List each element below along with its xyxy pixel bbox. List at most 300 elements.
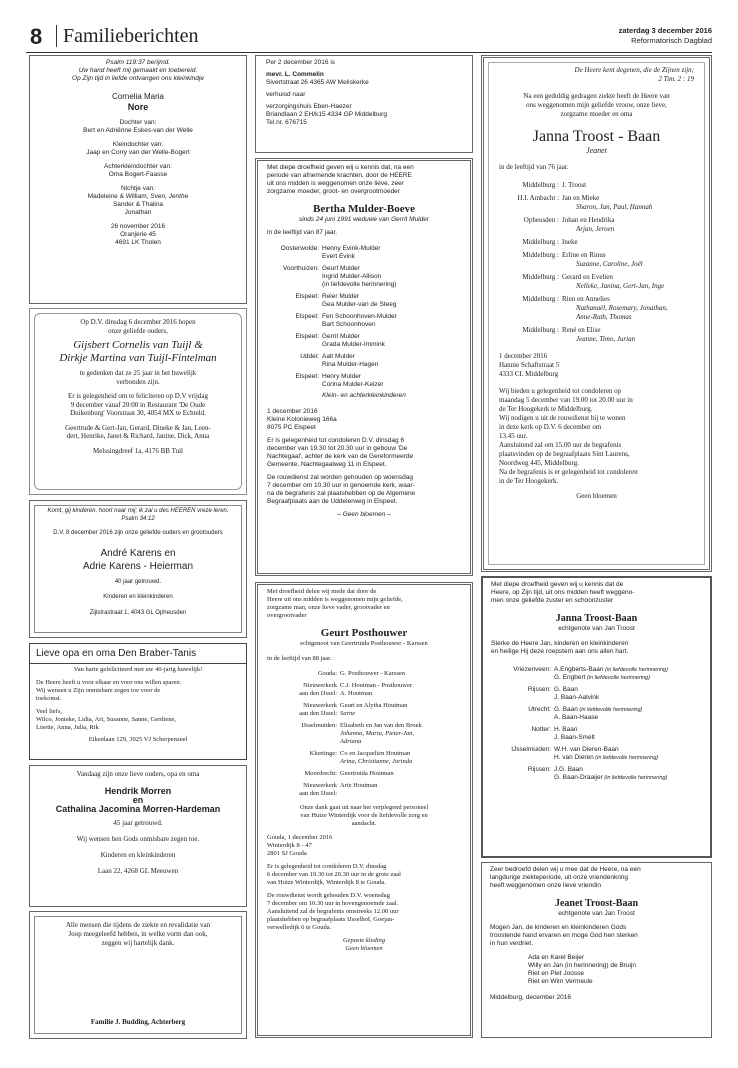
family-location (267, 700, 340, 720)
family-names (554, 724, 668, 744)
member-name: Elisabeth en Jan van den Broek (340, 722, 422, 729)
family-location (491, 744, 554, 764)
member-name: J. Troost (562, 181, 587, 189)
page-header (26, 22, 712, 53)
service-2: in deze kerk op D.V. 6 december om (499, 423, 602, 431)
burial-1: Aansluitend zal om 15.00 uur de begrafenis (499, 441, 622, 449)
verse-1: Komt, gij kinderen, hoort naar mij; ik zal u des HEEREN vreze leren. (47, 508, 229, 514)
member-name: Rina Mulder-Hagen (322, 361, 379, 368)
grandchildren: Klein- en achterkleinkinderen (322, 392, 406, 399)
member-name: Henny Evink-Mulder (322, 245, 381, 252)
family-member (562, 194, 668, 203)
family-member (554, 774, 668, 782)
family-names (562, 181, 668, 192)
location-text: Middelburg : (522, 326, 559, 334)
memorial-note: (in liefdevolle herinnering) (593, 755, 659, 761)
family-member (340, 730, 422, 738)
family-member (340, 750, 422, 758)
condolence-3: de Ter Hoogekerk te Middelburg. (499, 405, 593, 413)
date: 1 december 2016 (267, 408, 318, 415)
location-text: Elspeet: (295, 333, 319, 340)
member-name: H. Baan (554, 726, 578, 733)
page-number: 8 (30, 24, 43, 49)
after-2: in de Ter Hoogekerk. (499, 477, 559, 485)
location-text: Rijssen: (527, 686, 551, 693)
member-name: Sarne (340, 710, 356, 717)
family-location (267, 311, 322, 331)
years: 45 jaar getrouwd. (113, 819, 163, 827)
city: 8075 PC Elspeet (267, 424, 316, 431)
location-text: Elspeet: (295, 313, 319, 320)
location-text: Middelburg : (522, 181, 559, 189)
line-6: Geertrude & Gert-Jan, Gerard, Dineke & Jan, Leen- (65, 423, 211, 432)
family-row (499, 192, 668, 214)
member-name: Corina Mulder-Keizer (322, 381, 384, 388)
memorial-note: (in liefdevolle herinnering) (585, 675, 650, 681)
location-text: Nieuwerkerk (303, 702, 337, 709)
family-member (322, 253, 397, 261)
family-location (499, 324, 562, 344)
family-member (322, 381, 397, 389)
service-5: verwelledijk 6 te Gouda. (267, 924, 332, 931)
location-text: Utrecht: (528, 706, 551, 713)
member-name: J.G. Baan (554, 766, 583, 773)
location-text: Elspeet: (295, 373, 319, 380)
line-6: Wilco, Jonieke, Lidia, Art, Susanne, Sanne, Gerdiene, (36, 716, 176, 723)
family-row (267, 245, 397, 263)
family-location (267, 748, 340, 768)
member-name: Aalt Mulder (322, 353, 355, 360)
location-text: Gouda: (317, 670, 337, 677)
family-names (562, 192, 668, 214)
family-list (491, 666, 702, 782)
family-row (267, 371, 397, 389)
date: Gouda, 1 december 2016 (267, 834, 333, 841)
line-1: te gedenken dat ze 25 jaar in het huwelijk (79, 369, 197, 377)
family-location (491, 764, 554, 782)
husband-name: Hendrik Morren (104, 786, 172, 796)
condolence-1: Wij bieden u gelegenheid tot condoleren op (499, 387, 622, 395)
family-names (562, 236, 668, 249)
verse: De Heere kent degenen, die de Zijnen zijn; (574, 66, 694, 74)
family-row (267, 311, 397, 331)
location-text: Notter: (531, 726, 551, 733)
location-text: IJsselmuiden: (301, 722, 337, 729)
family-row (491, 704, 668, 724)
address-change-commelin (255, 55, 473, 153)
moved-to: verhuisd naar (266, 91, 306, 98)
family-names (554, 744, 668, 764)
family-list (267, 670, 461, 798)
family-member (322, 313, 397, 321)
family-location (499, 181, 562, 192)
intro-2: langdurige ziekteperiode, uit onze vriendenkring (490, 874, 629, 881)
family-member (554, 746, 668, 754)
family-table (491, 666, 668, 782)
couple-name-2: Dirkje Martina van Tuijl-Fintelman (59, 352, 217, 364)
family-location (499, 214, 562, 236)
city: 2801 SJ Gouda (267, 850, 307, 857)
condolence-1: Er is gelegenheid tot condoleren D.V. dinsdag (267, 863, 387, 870)
family-names (340, 720, 422, 748)
family-member (562, 282, 668, 291)
family-row (267, 768, 422, 780)
couple-name-1: Gijsbert Cornelis van Tuijl & (73, 339, 203, 351)
anniversary-morren (29, 765, 247, 907)
location-text: Elspeet: (295, 293, 319, 300)
intro-1: Op D.V. dinsdag 6 december 2016 hopen (80, 318, 196, 326)
line-5: Veel liefs, (36, 708, 62, 715)
anniversary-van-tuijl (29, 308, 247, 495)
friend-3: Riet en Piet Joosse (528, 970, 585, 977)
obituary-troost-baan-siblings (481, 576, 712, 858)
member-name: Erline en Rinus (562, 251, 606, 259)
location-text: Nieuwerkerk (303, 782, 337, 789)
family-names (340, 748, 422, 768)
line-1: Alle mensen die tijdens de ziekte en revalidatie van (65, 921, 211, 929)
family-row (267, 331, 397, 351)
family-member (322, 333, 397, 341)
member-name: W.H. van Dieren-Baan (554, 746, 619, 753)
section-title: Familieberichten (56, 25, 199, 47)
family-member (340, 722, 422, 730)
family-member (554, 666, 668, 674)
family-names (562, 249, 668, 271)
condolence-1: Er is gelegenheid tot condoleren D.V. dinsdag 6 (267, 437, 405, 444)
niece-label: Nichtje van: (121, 185, 155, 192)
street: Winterdijk 8 - 47 (267, 842, 312, 849)
member-name: C.J. Houtman - Posthouwer (340, 682, 413, 689)
wife-of: echtgenote van Jan Troost (558, 625, 635, 632)
family-names (554, 666, 668, 684)
member-name: Nathanaël, Rosemary, Jonathan, (576, 304, 668, 312)
family-member (340, 710, 422, 718)
anniversary-karens (29, 500, 247, 638)
family-member (340, 670, 422, 678)
family-member (322, 353, 397, 361)
child-first-names: Cornelia Maria (111, 92, 165, 101)
family-row (499, 249, 668, 271)
deceased-name: Janna Troost - Baan (532, 128, 661, 145)
family-names (322, 371, 397, 389)
family-location (499, 271, 562, 293)
location-text: Oosterwolde: (280, 245, 319, 252)
friend-4: Riet en Wim Vermeule (528, 978, 593, 985)
friend-2: Willy en Jan (in herinnering) de Bruijn (528, 962, 637, 969)
family-names (562, 214, 668, 236)
street: Hannie Schaftstraat 5 (499, 361, 560, 369)
family-row (499, 324, 668, 344)
friend-1: Ada en Karel Beijer (528, 954, 585, 961)
family-table (499, 181, 668, 344)
family-names (554, 684, 668, 704)
intro-3: uit ons midden is weggenomen onze lieve, zeer (267, 180, 404, 187)
family-list (499, 181, 694, 344)
family-location (267, 720, 340, 748)
family-member (554, 726, 668, 734)
family-names (322, 311, 397, 331)
location-text: Middelburg : (522, 251, 559, 259)
deceased-name: Jeanet Troost-Baan (554, 898, 639, 909)
member-name: Rien en Annelies (562, 295, 610, 303)
family-location (491, 724, 554, 744)
family-row (267, 680, 422, 700)
thanks-budding (29, 911, 247, 1039)
age: in de leeftijd van 87 jaar. (267, 229, 338, 236)
service-1: De rouwdienst zal worden gehouden op woensdag (267, 474, 413, 481)
location-text: Middelburg : (522, 273, 559, 281)
member-name: Reier Mulder (322, 293, 360, 300)
and: en (132, 795, 144, 805)
location-text: Voorthuizen: (282, 265, 319, 272)
condolence-3: Nachtegaal', achter de kerk van de Gereformeerde (267, 453, 414, 460)
widow-of: sinds 24 juni 1991 weduwe van Gerrit Mulder (298, 216, 430, 223)
location-text: Moordrecht: (304, 770, 337, 777)
family-names (562, 271, 668, 293)
child-name: Nore (127, 102, 149, 112)
thanks-1: Onze dank gaat uit naar het verplegend personeel (299, 804, 429, 811)
location-text: Middelburg : (522, 238, 559, 246)
member-name: G. Posthouwer - Karssen (340, 670, 405, 677)
niece-names-3: Jonathan (124, 209, 152, 216)
line-3: zeggen wij hartelijk dank. (101, 939, 175, 947)
service-3: Aansluitend zal de begrafenis omstreeks 12.00 uur (267, 908, 399, 915)
family-location (267, 670, 340, 680)
thanks-3: aandacht. (351, 820, 377, 827)
member-name: H. van Dieren (554, 754, 594, 761)
sentence-1: Mogen Jan, de kinderen en kleinkinderen Gods (490, 924, 627, 931)
thanks-2: van Huize Winterdijk voor de liefdevolle zorg en (300, 812, 428, 819)
kids: Kinderen en kleinkinderen (103, 594, 173, 600)
line-2: verbonden zijn. (116, 377, 160, 386)
member-name: Adriana (340, 738, 362, 745)
member-name: Evert Evink (322, 253, 355, 260)
family-location (267, 351, 322, 371)
family-member (322, 273, 397, 281)
wife-of: echtgenote van Jan Troost (558, 910, 635, 917)
sentence-2: troostende hand ervaren en moge God hen sterken (490, 932, 638, 939)
intro-1: Met droefheid delen wij mede dat door de (267, 588, 377, 595)
family-row (499, 236, 668, 249)
member-name: Gerrit Mulder (322, 333, 360, 340)
years-married: 40 jaar getrouwd. (114, 578, 162, 585)
family-member (562, 295, 668, 304)
location-text: Kloetinge: (309, 750, 337, 757)
family-names (340, 780, 422, 798)
date: Middelburg, december 2016 (490, 994, 571, 1001)
family-member (562, 203, 668, 212)
family-location (267, 768, 340, 780)
service-4: Begraafplaats aan de Uddelerweg in Elspeet. (267, 498, 398, 505)
family-member (562, 251, 668, 260)
no-flowers: – Geen bloemen – (337, 511, 391, 518)
header-date (619, 26, 712, 46)
husband-of: echtgenoot van Geertruida Posthouwer - Karssen (300, 640, 428, 647)
line-4: toekomst. (36, 695, 62, 702)
location-text: Rijssen: (527, 766, 551, 773)
age: in de leeftijd van 76 jaar. (499, 163, 569, 171)
family-member (554, 754, 668, 762)
location-text: Opheusden : (523, 216, 559, 224)
member-name: Johanna, Maria, Pieter-Jan, (340, 730, 415, 737)
verse-ref: 2 Tim. 2 : 19 (658, 75, 694, 83)
new-place: verzorgingshuis Eben-Haezer (266, 103, 352, 110)
family-names (322, 291, 397, 311)
family-member (562, 304, 668, 313)
service-3: na de begrafenis zal plaatshebben op de Algemene (267, 490, 416, 497)
member-name: A.Engberts-Baan (554, 666, 604, 673)
member-name: Fen Schoonhoven-Mulder (322, 313, 397, 320)
intro-3: zorgzame man, onze lieve vader, grootvader en (267, 604, 390, 611)
birth-line: Op Zijn tijd in liefde ontvangen ons kleinkindje (72, 75, 204, 82)
family-member (554, 694, 668, 702)
deceased-name: Geurt Posthouwer (320, 627, 408, 639)
member-name: Suzanne, Caroline, Joël (576, 260, 643, 268)
family-location (267, 371, 322, 389)
intro-4: zorgzame moeder, groot- en overgrootmoeder (267, 188, 400, 195)
family-member (554, 714, 668, 722)
service-2: 7 december om 10.30 uur in genoemde kerk, waar- (267, 482, 415, 489)
member-name: Anne-Ruth, Thomas (576, 313, 632, 321)
member-name: Bart Schoonhoven (322, 321, 376, 328)
newspaper-name: Reformatorisch Dagblad (631, 36, 712, 45)
birth-date: 26 november 2016 (110, 223, 166, 230)
family-member (322, 373, 397, 381)
family-member (340, 702, 422, 710)
psalm-ref: Psalm 119:37 berijmd. (105, 59, 171, 66)
family-names (322, 263, 397, 291)
grand-label: Kleindochter van: (112, 141, 164, 148)
age: in de leeftijd van 88 jaar. (267, 655, 332, 662)
family-member (562, 260, 668, 269)
obituary-troost-baan-friends (481, 862, 712, 1038)
family-row (491, 684, 668, 704)
line-3: Er is gelegenheid om te feliciteren op D.V vrijdag (67, 392, 209, 400)
new-address: Briandlaan 2 EH/k15 4334 GP Middelburg (266, 111, 387, 118)
daughter-label: Dochter van: (119, 119, 157, 126)
family-member (562, 238, 668, 247)
obituary-mulder-boeve (255, 158, 473, 576)
family-member (340, 782, 422, 790)
grandparents: Jaap en Corry van der Welle-Bogert (86, 149, 190, 156)
family-row (267, 351, 397, 371)
obituary-troost-baan (481, 55, 712, 572)
city: 4333 CL Middelburg (499, 370, 559, 378)
sentence-3: in hun verdriet. (490, 940, 533, 947)
member-name: Nelleke, Janina, Gert-Jan, Inge (576, 282, 665, 290)
psalm-line: Uw hand heeft mij gemaakt en toebereid. (78, 67, 198, 74)
niece-names-2: Sander & Thalina (112, 201, 164, 208)
family-member (554, 706, 668, 714)
street: Kleine Kolonieweg 166a (267, 416, 337, 423)
location-text: Vriezenveen: (513, 666, 551, 673)
wife-name: Cathalina Jacomina Morren-Hardeman (55, 804, 221, 814)
intro-1: Met diepe droefheid geven wij u kennis dat de (491, 581, 624, 588)
family-member (340, 758, 422, 766)
memorial-note: (in liefdevolle herinnering) (603, 667, 669, 673)
location-text: IJsselmuiden: (511, 746, 551, 753)
member-name: G. Baan-Draaijer (554, 774, 603, 781)
member-name: G. Baan (554, 706, 578, 713)
family-member (562, 225, 668, 234)
couple-name-2: Adrie Karens - Heierman (82, 560, 194, 572)
location-text: Nieuwerkerk (303, 682, 337, 689)
niece-names-b: Sven, Jenthe (150, 193, 189, 200)
line-4: 9 december vanaf 20:00 in Restaurant 'De Oude (70, 400, 206, 409)
family-member (322, 301, 397, 309)
address: Laan 22, 4268 GL Meeuwen (97, 867, 179, 875)
line-7: dert, Henrike, Janet & Richard, Janine, Dick, Anna (66, 432, 210, 440)
family-row (267, 748, 422, 768)
city: 4691 LK Tholen (115, 239, 161, 246)
member-name: G. Engbert (554, 674, 586, 681)
niece-names-a: Madeleine & William, (87, 193, 151, 200)
after-1: Na de begrafenis is er gelegenheid tot condoleren (499, 468, 638, 476)
intro-3: heeft weggenomen onze lieve vriendin (490, 882, 601, 889)
deceased-name: Bertha Mulder-Boeve (313, 203, 415, 215)
family-member (562, 273, 668, 282)
member-name: Geurt en Alytha Houtman (340, 702, 408, 709)
family-location (499, 249, 562, 271)
address: Eikenlaan 129, 3925 VJ Scherpenzeel (88, 736, 188, 743)
family-location (491, 684, 554, 704)
obituary-posthouwer (255, 582, 473, 1038)
sentence-2: en heilige Hij deze roepstem aan ons allen hart. (491, 648, 629, 655)
intro: D.V. 8 december 2016 zijn onze geliefde ouders en grootouders (53, 530, 223, 536)
member-name: Co en Jacquelien Houtman (340, 750, 411, 757)
line-3: Wij wensen u Zijn onmisbare zegen toe voor de (36, 687, 161, 694)
couple-name-1: André Karens en (100, 547, 176, 559)
family-names (322, 331, 397, 351)
line-2: De Heere heeft u voor elkaar en voor ons willen sparen. (36, 679, 182, 686)
family-member (322, 321, 397, 329)
member-name: Arie Houtman (340, 782, 378, 789)
member-name: A. Baan-Haase (554, 714, 599, 721)
intro-3: men onze geliefde zuster en schoonzuster (491, 597, 614, 604)
line-2: Joop meegeleefd hebben, in welke vorm dan ook, (68, 930, 208, 938)
member-name: Jan en Mieke (562, 194, 600, 202)
member-name: Sharon, Jan, Paul, Hannah (576, 203, 653, 211)
family-row (267, 291, 397, 311)
family-location (267, 263, 322, 291)
family-list (267, 245, 461, 389)
location-text: H.I. Ambacht : (517, 194, 559, 202)
greatgrandparent: Oma Bogert-Faasse (108, 171, 168, 178)
family-member (554, 686, 668, 694)
family-member (554, 734, 668, 742)
family-location (491, 666, 554, 684)
burial-3: Noordweg 445, Middelburg. (499, 459, 579, 467)
greatgrand-label: Achterkleindochter van: (104, 163, 172, 170)
family-location (491, 704, 554, 724)
no-flowers: Geen bloemen (345, 945, 383, 952)
service-4: plaatshebben op begraafplaats IJsselhof, Goejan- (267, 916, 395, 923)
condolence-2: december van 19.30 tot 20.30 uur in gebouw 'De (267, 445, 408, 452)
member-name: G. Baan (554, 686, 578, 693)
location-text: aan den IJssel: (299, 710, 337, 717)
family-location (499, 236, 562, 249)
condolence-2: maandag 5 december van 19.00 tot 20.00 uur in (499, 396, 633, 404)
intro-4: overgrootvader (267, 612, 307, 619)
address: Melssingdreef 1a, 4176 BB Tuil (92, 446, 184, 455)
member-name: Jeanne, Timo, Jurian (576, 335, 636, 343)
address: Zijlstrastraat 1, 4043 GL Opheusden (89, 609, 187, 616)
line-7: Lisette, Anna, Julia, Rik (36, 724, 99, 731)
street: Oranjerie 45 (120, 231, 156, 238)
family-member (554, 674, 668, 682)
family-names (562, 324, 668, 344)
title: Lieve opa en oma Den Braber-Tanis (30, 644, 246, 664)
